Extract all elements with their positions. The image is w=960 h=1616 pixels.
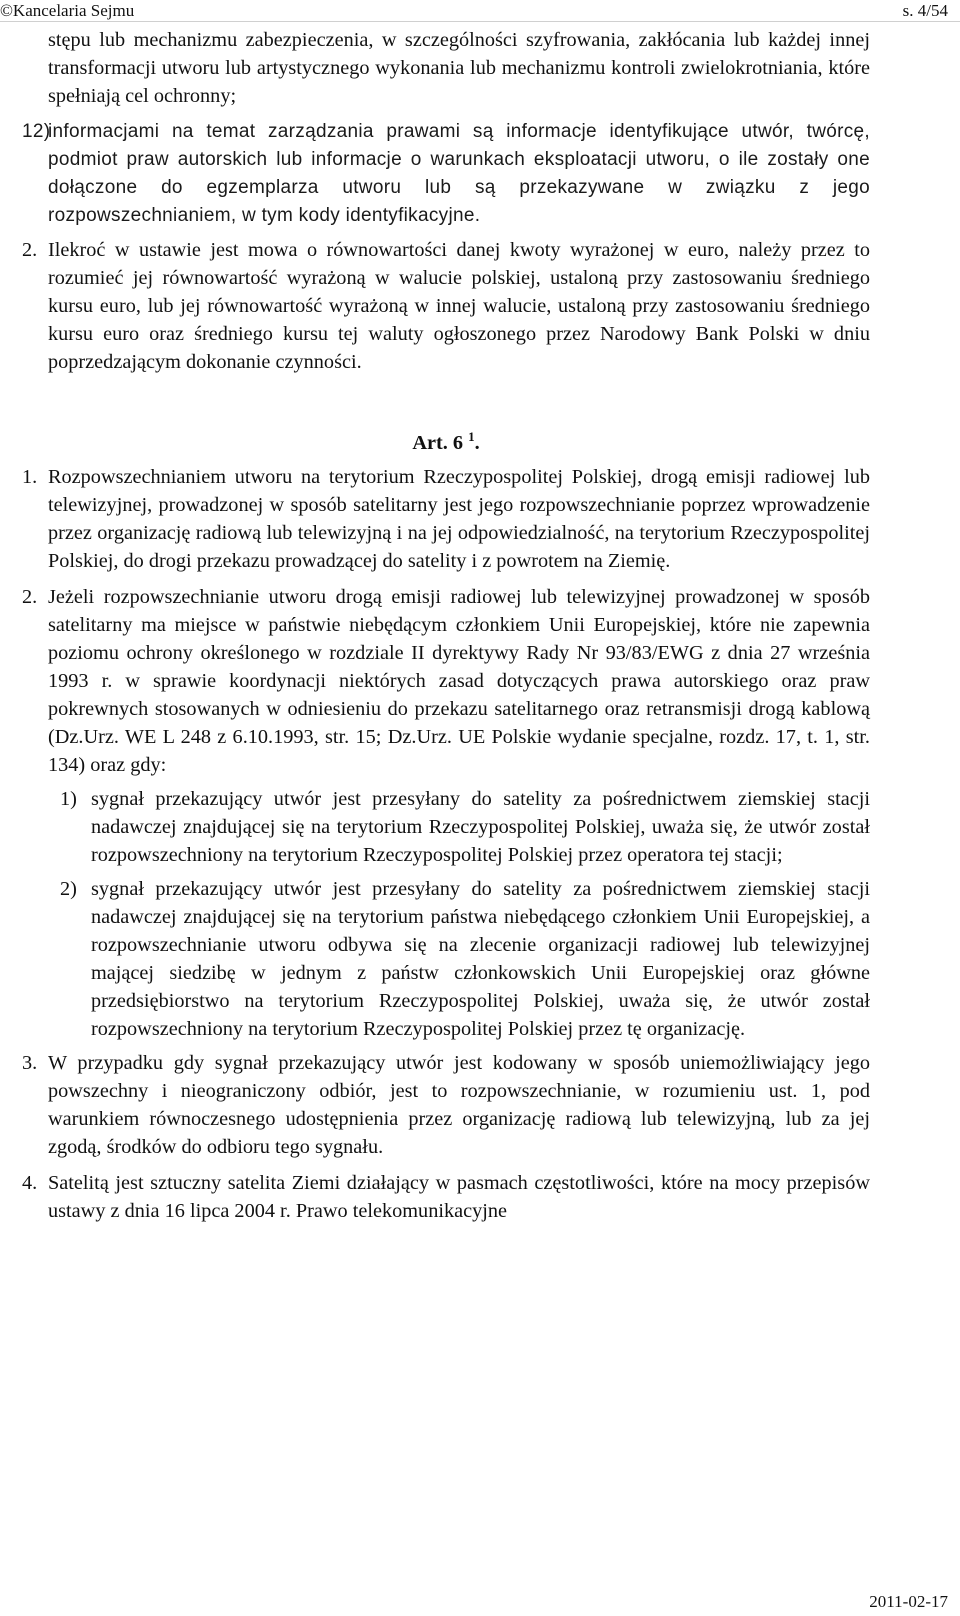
article-paragraph-2 (22, 583, 870, 779)
article-paragraph-1 (22, 463, 870, 575)
subpoint-text: sygnał przekazujący utwór jest przesyłany do satelity za pośrednictwem ziemskiej stacji nadawczej znajdującej się na terytorium państwa niebędącego członkiem Unii Europejskiej, a rozpowszechnianie utworu odbywa się na zlecenie organizacji radiowej lub telewizyjnej mającej siedzibę w jednym z państw członkowskich Unii Europejskiej oraz główne przedsiębiorstwo na terytorium Rzeczypospolitej Polskiej, uważa się, że utwór został rozpowszechniony na terytorium Rzeczypospolitej Polskiej przez tę organizację. (91, 878, 870, 1040)
paragraph-2 (22, 236, 870, 376)
paragraph-text: Jeżeli rozpowszechnianie utworu drogą emisji radiowej lub telewizyjnej prowadzonej w sposób satelitarny ma miejsce w państwie niebędącym członkiem Unii Europejskiej, które nie zapewnia poziomu ochrony określonego w rozdziale II dyrektywy Rady Nr 93/83/EWG z dnia 27 września 1993 r. w sprawie koordynacji niektórych zasad dotyczących prawa autorskiego oraz praw pokrewnych stosowanych w odniesieniu do przekazu satelitarnego oraz retransmisji drogą kablową (Dz.Urz. WE L 248 z 6.10.1993, str. 15; Dz.Urz. UE Polskie wydanie specjalne, rozdz. 17, t. 1, str. 134) oraz gdy: (48, 586, 870, 776)
subpoint-1 (22, 785, 870, 869)
point-number: 12) (22, 121, 51, 142)
article-paragraph-4 (22, 1169, 870, 1225)
subpoint-number: 2) (60, 878, 77, 900)
paragraph-text: Ilekroć w ustawie jest mowa o równowartości danej kwoty wyrażonej w euro, należy przez to rozumieć jej równowartość wyrażoną w walucie polskiej, ustaloną przy zastosowaniu średniego kursu euro, lub jej równowartość wyrażoną w innej walucie, ustaloną przy zastosowaniu średniego kursu euro oraz średniego kursu tej waluty ogłoszonego przez Narodowy Bank Polski w dniu poprzedzającym dokonanie czynności. (48, 239, 870, 373)
paragraph-text: Rozpowszechnianiem utworu na terytorium Rzeczypospolitej Polskiej, drogą emisji radiowej lub telewizyjnej, prowadzonej w sposób satelitarny jest jego rozpowszechnianie poprzez wprowadzenie przez organizację radiową lub telewizyjną i na jej odpowiedzialność, na terytorium Rzeczypospolitej Polskiej, do drogi przekazu prowadzącej do satelity i z powrotem na Ziemię. (48, 466, 870, 572)
footer-date: 2011-02-17 (869, 1592, 948, 1611)
point-12 (22, 118, 870, 230)
paragraph-text: W przypadku gdy sygnał przekazujący utwór jest kodowany w sposób uniemożliwiający jego powszechny i nieograniczony odbiór, jest to rozpowszechnianie, w rozumieniu ust. 1, pod warunkiem równoczesnego udostępnienia przez organizację radiową lub telewizyjną, lub za jej zgodą, środków do odbioru tego sygnału. (48, 1052, 870, 1158)
article-paragraph-3 (22, 1049, 870, 1161)
subpoint-number: 1) (60, 788, 77, 810)
continuation-paragraph: stępu lub mechanizmu zabezpieczenia, w szczególności szyfrowania, zakłócania lub każdej innej transformacji utworu lub artystycznego wykonania lub mechanizmu kontroli zwielokrotniania, które spełniają cel ochronny; (48, 29, 870, 107)
header-divider (0, 21, 960, 22)
paragraph-number: 3. (22, 1052, 38, 1074)
document-body (22, 26, 870, 1225)
subpoint-text: sygnał przekazujący utwór jest przesyłany do satelity za pośrednictwem ziemskiej stacji nadawczej znajdującej się na terytorium Rzeczypospolitej Polskiej, uważa się, że utwór został rozpowszechniony na terytorium Rzeczypospolitej Polskiej przez operatora tej stacji; (91, 788, 870, 866)
article-heading (22, 423, 870, 457)
header-page-number: s. 4/54 (902, 1, 948, 20)
paragraph-number: 2. (22, 586, 38, 608)
article-label: Art. 6 (412, 432, 464, 454)
paragraph-text: Satelitą jest sztuczny satelita Ziemi działający w pasmach częstotliwości, które na mocy przepisów ustawy z dnia 16 lipca 2004 r. Prawo telekomunikacyjne (48, 1172, 870, 1222)
point-text: informacjami na temat zarządzania prawami są informacje identyfikujące utwór, twórcę, podmiot praw autorskich lub informacje o warunkach eksploatacji utworu, o ile zostały one dołączone do egzemplarza utworu lub są przekazywane w związku z jego rozpowszechnianiem, w tym kody identyfikacyjne. (48, 121, 870, 226)
paragraph-number: 2. (22, 239, 38, 261)
header-source: ©Kancelaria Sejmu (0, 1, 135, 20)
article-suffix: . (474, 432, 480, 454)
subpoint-2 (22, 875, 870, 1043)
article-superscript: 1 (468, 429, 475, 444)
paragraph-number: 1. (22, 466, 38, 488)
paragraph-number: 4. (22, 1172, 38, 1194)
